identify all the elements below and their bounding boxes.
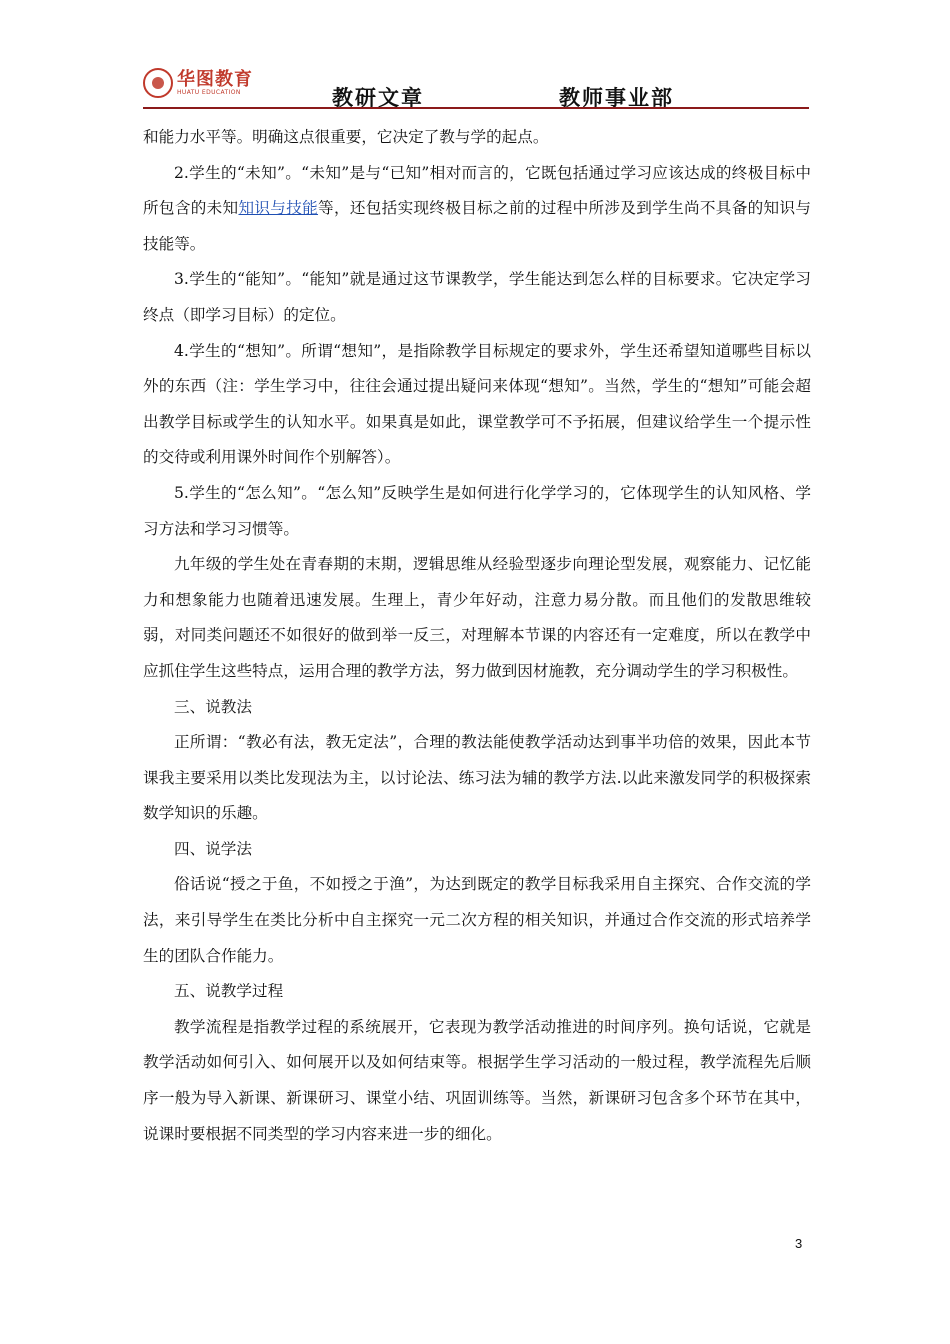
paragraph: 俗话说“授之于鱼，不如授之于渔”，为达到既定的教学目标我采用自主探究、合作交流的学法，来引导学生在类比分析中自主探究一元二次方程的相关知识，并通过合作交流的形式培养学生的团队合作能力。	[143, 875, 811, 965]
paragraph: 教学流程是指教学过程的系统展开，它表现为教学活动推进的时间序列。换句话说，它就是教学活动如何引入、如何展开以及如何结束等。根据学生学习活动的一般过程，教学流程先后顺序一般为导入新课、新课研习、课堂小结、巩固训练等。当然，新课研习包含多个环节在其中，说课时要根据不同类型的学习内容来进一步的细化。	[143, 1017, 811, 1143]
logo-subtext: HUATU EDUCATION	[177, 89, 241, 96]
knowledge-skills-link[interactable]: 知识与技能	[238, 199, 319, 218]
section-heading: 三、说教法	[174, 697, 252, 716]
paragraph: 3.学生的“能知”。“能知”就是通过这节课教学，学生能达到怎么样的目标要求。它决定学习终点（即学习目标）的定位。	[143, 270, 811, 324]
section-heading: 五、说教学过程	[174, 982, 284, 1001]
paragraph: 和能力水平等。明确这点很重要，它决定了教与学的起点。	[143, 128, 549, 146]
paragraph-text: 2.学生的“未知”。“未知”是与“已知”相对而言的，它既包括通过学习应该达成的终极目标中所包含的未知	[143, 163, 811, 218]
huatu-logo	[143, 68, 258, 108]
logo-text: 华图教育	[177, 69, 253, 90]
paragraph	[143, 156, 811, 263]
page-header	[143, 62, 809, 108]
paragraph: 九年级的学生处在青春期的末期，逻辑思维从经验型逐步向理论型发展，观察能力、记忆能力和想象能力也随着迅速发展。生理上，青少年好动，注意力易分散。而且他们的发散思维较弱，对同类问题还不如很好的做到举一反三，对理解本节课的内容还有一定难度，所以在教学中应抓住学生这些特点，运用合理的教学方法，努力做到因材施教，充分调动学生的学习积极性。	[143, 555, 811, 680]
paragraph-text: 等，还包括实现终极目标之前的过程中所涉及到学生尚不具备的知识与技能等。	[143, 199, 811, 253]
header-divider	[143, 107, 809, 109]
document-body	[143, 120, 811, 1152]
paragraph: 4.学生的“想知”。所谓“想知”，是指除教学目标规定的要求外，学生还希望知道哪些目标以外的东西（注：学生学习中，往往会通过提出疑问来体现“想知”。当然，学生的“想知”可能会超出教学目标或学生的认知水平。如果真是如此，课堂教学可不予拓展，但建议给学生一个提示性的交待或利用课外时间作个别解答）。	[143, 341, 811, 467]
paragraph: 5.学生的“怎么知”。“怎么知”反映学生是如何进行化学学习的，它体现学生的认知风格、学习方法和学习习惯等。	[143, 483, 811, 538]
header-title-left: 教研文章	[332, 85, 424, 110]
paragraph: 正所谓：“教必有法，教无定法”，合理的教法能使教学活动达到事半功倍的效果，因此本节课我主要采用以类比发现法为主，以讨论法、练习法为辅的教学方法.以此来激发同学的积极探索数学知识的乐趣。	[143, 733, 811, 823]
seal-icon	[143, 68, 173, 98]
section-heading: 四、说学法	[174, 839, 252, 858]
header-title-right: 教师事业部	[559, 85, 674, 110]
page-number: 3	[795, 1236, 803, 1251]
